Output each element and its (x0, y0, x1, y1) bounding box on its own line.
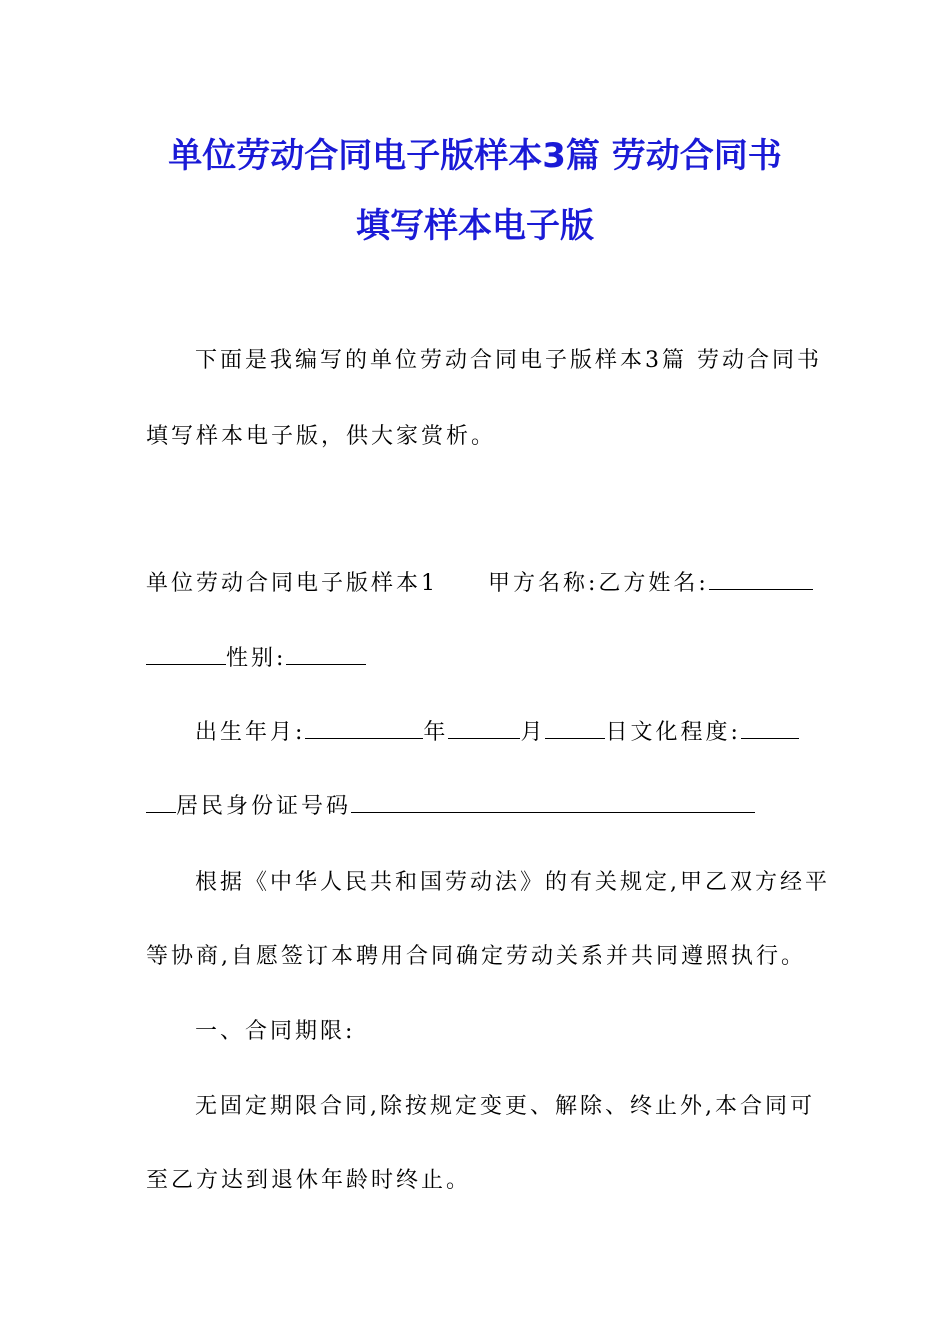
intro-line-1: 下面是我编写的单位劳动合同电子版样本3篇 劳动合同书 (195, 348, 822, 373)
para2-line-2: 至乙方达到退休年龄时终止。 (146, 1168, 472, 1193)
birth-month-blank (448, 718, 520, 739)
id-label: 居民身份证号码 (176, 794, 352, 819)
birth-line (195, 718, 799, 748)
birth-day-blank (545, 718, 605, 739)
education-label: 文化程度: (630, 720, 741, 745)
sample1-header-line (146, 569, 813, 599)
gender-blank (286, 644, 366, 665)
document-title-line-2: 填写样本电子版 (356, 206, 594, 246)
education-blank (741, 718, 799, 739)
party-b-name-blank (709, 569, 813, 590)
birth-year-blank (305, 718, 423, 739)
gender-line (146, 644, 366, 674)
year-label: 年 (423, 720, 449, 745)
party-b-label: 乙方姓名: (598, 571, 709, 596)
party-b-name-blank-cont (146, 644, 226, 665)
para1-line-2: 等协商,自愿签订本聘用合同确定劳动关系并共同遵照执行。 (146, 944, 806, 969)
intro-line-2: 填写样本电子版，供大家赏析。 (146, 424, 497, 449)
party-a-label: 甲方名称: (488, 571, 599, 596)
sample1-heading: 单位劳动合同电子版样本1 (146, 571, 438, 596)
month-label: 月 (520, 720, 546, 745)
gender-label: 性别: (226, 646, 287, 671)
section-heading-term: 一、合同期限: (195, 1019, 356, 1044)
birth-label: 出生年月: (195, 720, 306, 745)
day-label: 日 (605, 720, 631, 745)
document-title-line-1: 单位劳动合同电子版样本3篇 劳动合同书 (168, 136, 782, 176)
para1-line-1: 根据《中华人民共和国劳动法》的有关规定,甲乙双方经平 (195, 870, 830, 895)
id-line (146, 792, 755, 822)
para2-line-1: 无固定期限合同,除按规定变更、解除、终止外,本合同可 (195, 1094, 815, 1119)
education-blank-cont (146, 792, 176, 813)
id-number-blank (351, 792, 755, 813)
